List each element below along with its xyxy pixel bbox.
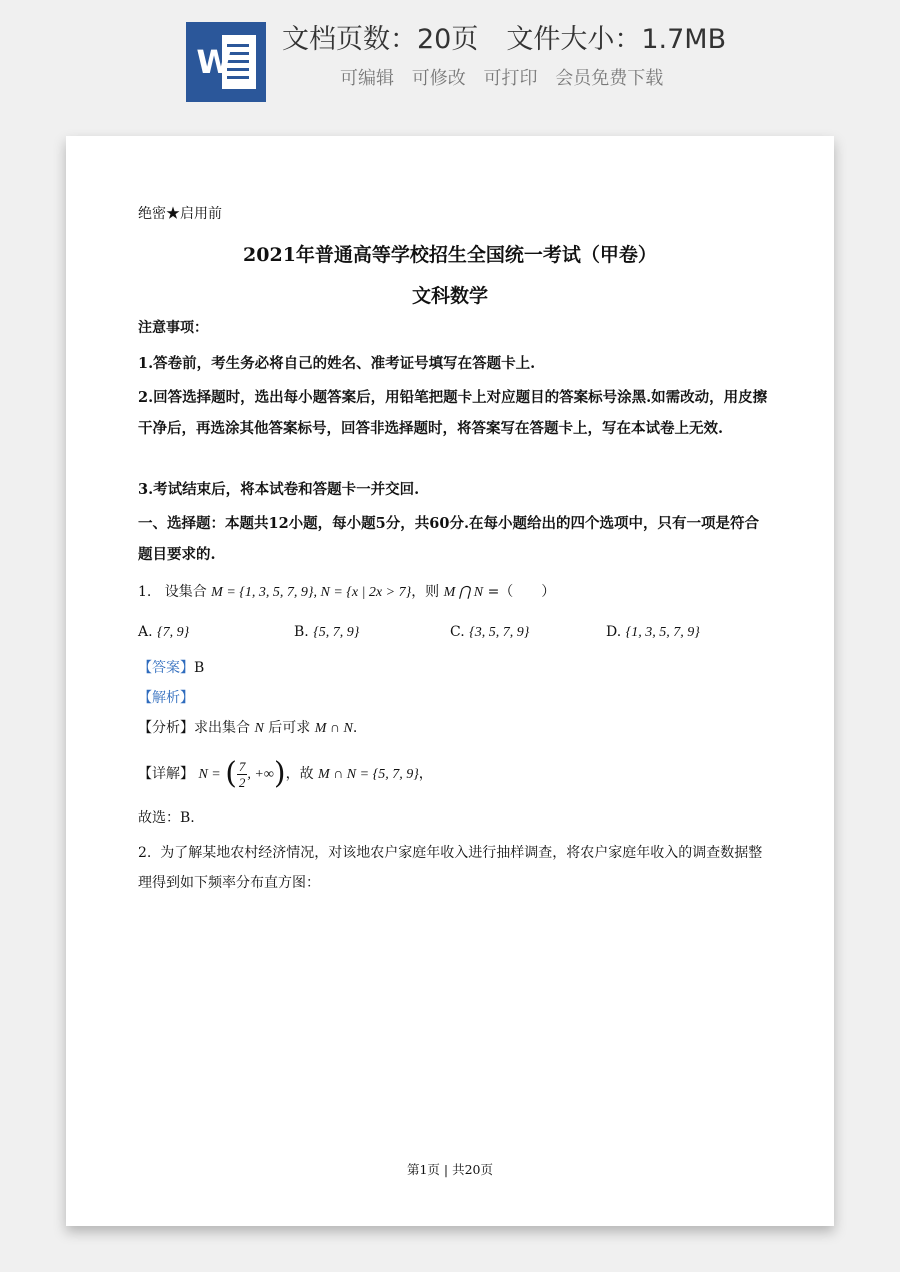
exam-subtitle: 文科数学 — [411, 285, 488, 307]
word-document-icon: W — [186, 22, 266, 102]
answer-tag: 【答案】 — [138, 660, 194, 676]
option-c: C. {3, 5, 7, 9} — [450, 624, 530, 640]
conclusion: 故选：B. — [138, 810, 195, 826]
answer-value: B — [194, 660, 205, 676]
option-b: B. {5, 7, 9} — [294, 624, 360, 640]
feature-editable: 可编辑 — [340, 68, 394, 89]
document-page — [66, 136, 834, 1226]
notice-3: 3.考试结束后，将本试卷和答题卡一并交回. — [138, 481, 420, 498]
secret-label: 绝密★启用前 — [138, 206, 222, 222]
analysis-tag: 【解析】 — [138, 690, 194, 706]
feature-modifiable: 可修改 — [411, 68, 466, 89]
exam-title: 2021年普通高等学校招生全国统一考试（甲卷） — [243, 244, 657, 266]
question-1-stem: 1. 设集合 M = {1, 3, 5, 7, 9}, N = {x | 2x > 7}，则 M ⋂ N =（ ） — [138, 584, 556, 600]
answer-line — [138, 658, 204, 678]
set-definitions: M = {1, 3, 5, 7, 9}, N = {x | 2x > 7} — [211, 585, 412, 600]
option-a: A. {7, 9} — [138, 624, 190, 640]
notice-heading: 注意事项： — [138, 320, 208, 336]
page-count: 文档页数：20页 — [282, 24, 479, 55]
detail-line: 【详解】 N = ( $\frac{7}{2}$ , +∞)，故 M ∩ N = {5, 7, 9}， — [138, 756, 433, 791]
section-heading: 一、选择题：本题共12小题，每小题5分，共60分.在每小题给出的四个选项中，只有一项是符合题目要求的. — [138, 515, 759, 563]
question-2-stem: 2. 为了解某地农村经济情况，对该地农户家庭年收入进行抽样调查，将农户家庭年收入的调查数据整理得到如下频率分布直方图： — [138, 845, 763, 891]
feature-member-download: 会员免费下载 — [555, 68, 664, 89]
notice-2: 2.回答选择题时，选出每小题答案后，用铅笔把题卡上对应题目的答案标号涂黑.如需改动，用皮擦干净后，再选涂其他答案标号，回答非选择题时，将答案写在答题卡上，写在本试卷上无效. — [138, 389, 768, 437]
analysis-line: 【分析】求出集合 N 后可求 M ∩ N. — [138, 720, 358, 736]
question-number: 1. — [138, 584, 152, 600]
download-banner — [0, 0, 900, 120]
page-footer: 第1页 | 共20页 — [406, 1162, 494, 1177]
question-number: 2. — [138, 845, 152, 861]
document-info — [282, 18, 802, 62]
notice-1: 1.答卷前，考生务必将自己的姓名、准考证号填写在答题卡上. — [138, 355, 536, 372]
option-d: D. {1, 3, 5, 7, 9} — [606, 624, 700, 640]
feature-printable: 可打印 — [483, 68, 538, 89]
feature-list — [340, 64, 675, 94]
intersection-expr: M ⋂ N — [443, 585, 484, 600]
fraction-seven-halves: $\frac{7}{2}$ — [238, 758, 246, 790]
file-size: 文件大小：1.7MB — [506, 24, 727, 55]
